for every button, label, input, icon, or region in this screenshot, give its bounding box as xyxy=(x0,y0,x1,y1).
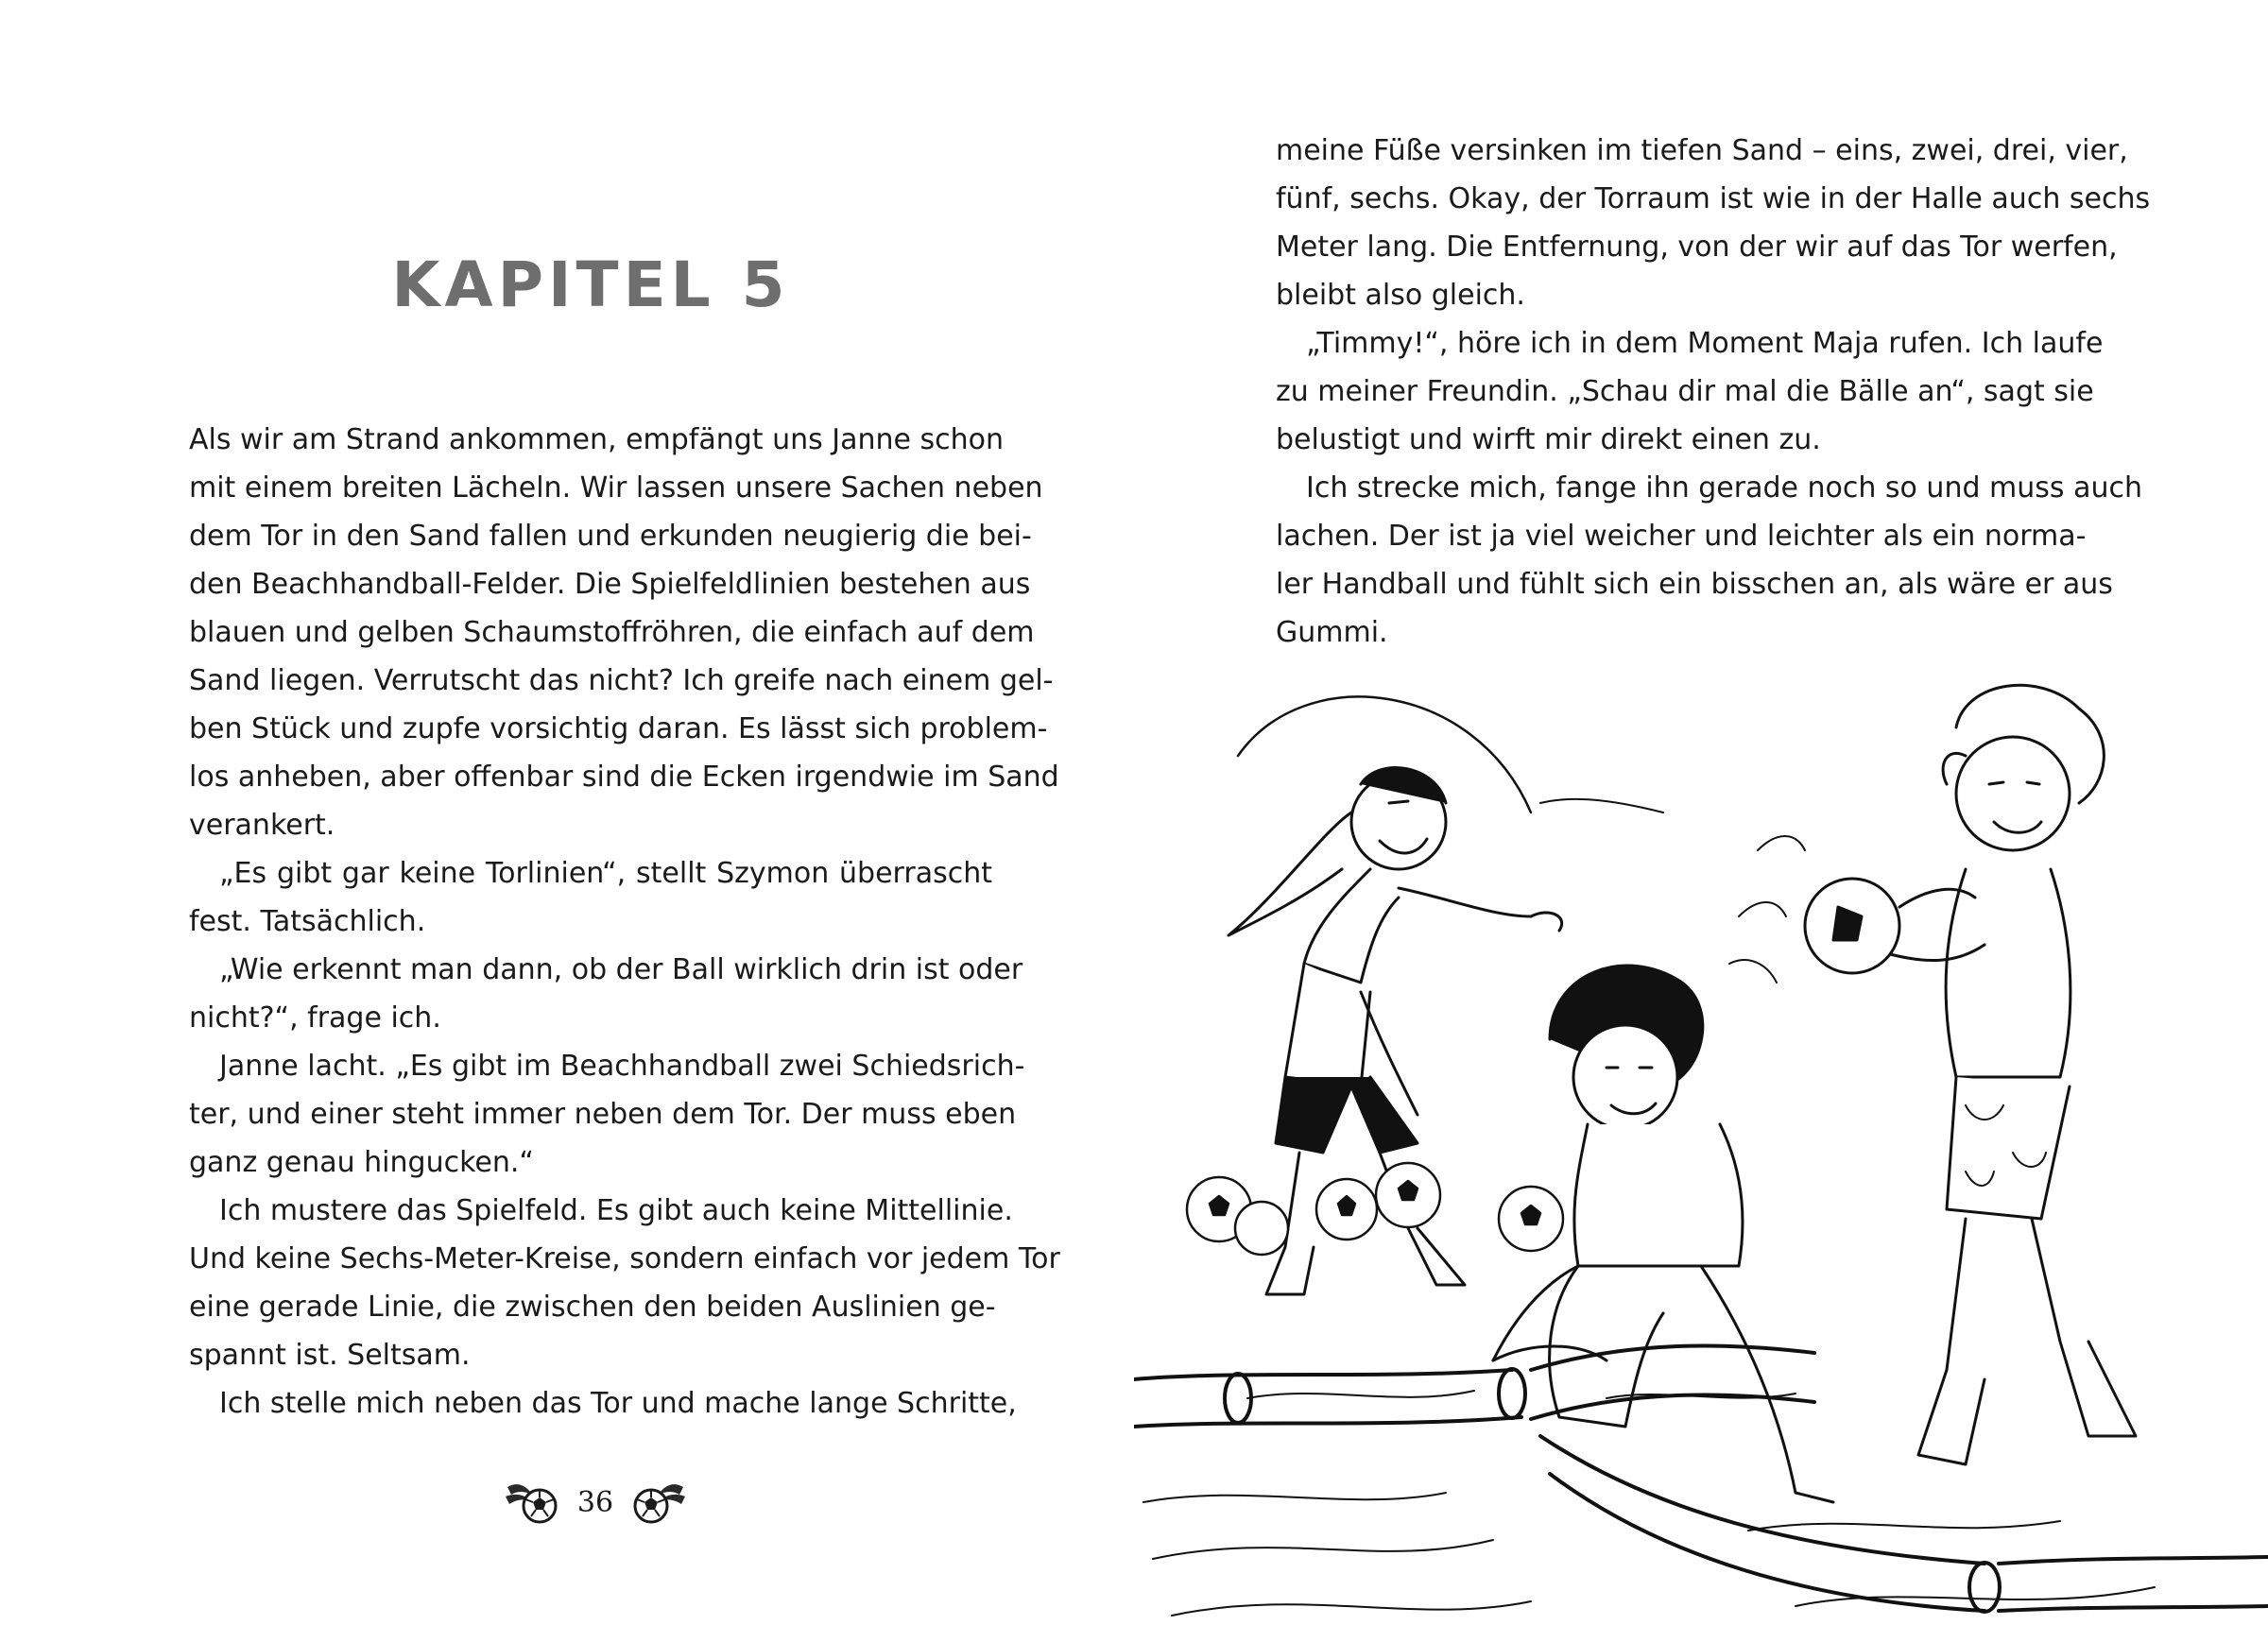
text-line: mit einem breiten Lächeln. Wir lassen unsere Sachen neben xyxy=(189,471,1043,505)
text-line: ler Handball und fühlt sich ein bisschen an, als wäre er aus xyxy=(1276,568,2113,601)
standing-boy-figure-icon xyxy=(1805,685,2136,1464)
text-line: fest. Tatsächlich. xyxy=(189,905,426,938)
text-line: ganz genau hingucken.“ xyxy=(189,1146,534,1179)
foam-tube-icon xyxy=(1134,1346,2268,1612)
text-line: verankert. xyxy=(189,809,335,842)
text-line: lachen. Der ist ja viel weicher und leichter als ein norma- xyxy=(1276,520,2087,553)
text-line: ben Stück und zupfe vorsichtig daran. Es lässt sich problem- xyxy=(189,712,1048,745)
text-line: Und keine Sechs-Meter-Kreise, sondern einfach vor jedem Tor xyxy=(189,1242,1060,1275)
text-line: dem Tor in den Sand fallen und erkunden neugierig die bei- xyxy=(189,520,1032,553)
text-line: den Beachhandball-Felder. Die Spielfeldlinien bestehen aus xyxy=(189,568,1031,601)
text-line: ter, und einer steht immer neben dem Tor. Der muss eben xyxy=(189,1098,1017,1131)
text-line: „Timmy!“, höre ich in dem Moment Maja rufen. Ich laufe xyxy=(1306,327,2104,360)
text-line: Ich mustere das Spielfeld. Es gibt auch keine Mittellinie. xyxy=(219,1194,1013,1227)
beach-handball-kids-illustration xyxy=(1134,680,2268,1642)
handball-with-wings-icon xyxy=(504,1478,564,1527)
text-line: belustigt und wirft mir direkt einen zu. xyxy=(1276,423,1821,456)
text-line: fünf, sechs. Okay, der Torraum ist wie in der Halle auch sechs xyxy=(1276,182,2151,215)
text-line: los anheben, aber offenbar sind die Ecken irgendwie im Sand xyxy=(189,761,1059,794)
right-page-text xyxy=(1276,127,2151,657)
text-line: zu meiner Freundin. „Schau dir mal die Bälle an“, sagt sie xyxy=(1276,375,2094,408)
text-line: Sand liegen. Verrutscht das nicht? Ich greife nach einem gel- xyxy=(189,664,1054,697)
text-line: meine Füße versinken im tiefen Sand – eins, zwei, drei, vier, xyxy=(1276,134,2128,167)
text-line: „Wie erkennt man dann, ob der Ball wirklich drin ist oder xyxy=(219,953,1023,986)
text-line: Gummi. xyxy=(1276,616,1388,649)
motion-lines-icon xyxy=(1729,836,1805,983)
left-page-text xyxy=(189,416,1060,1428)
text-line: bleibt also gleich. xyxy=(1276,279,1525,312)
text-line: eine gerade Linie, die zwischen den beiden Auslinien ge- xyxy=(189,1291,996,1324)
chapter-title: KAPITEL 5 xyxy=(391,248,790,321)
text-line: spannt ist. Seltsam. xyxy=(189,1339,471,1372)
text-line: Ich stelle mich neben das Tor und mache lange Schritte, xyxy=(219,1387,1017,1420)
text-line: „Es gibt gar keine Torlinien“, stellt Szymon überrascht xyxy=(219,857,992,890)
text-line: blauen und gelben Schaumstoffröhren, die einfach auf dem xyxy=(189,616,1035,649)
handball-with-wings-icon xyxy=(627,1478,687,1527)
page-folio xyxy=(501,1474,690,1531)
balls-on-sand-icon xyxy=(1187,1163,1563,1255)
page-number: 36 xyxy=(576,1485,614,1519)
text-line: Ich strecke mich, fange ihn gerade noch so und muss auch xyxy=(1306,471,2142,505)
text-line: Als wir am Strand ankommen, empfängt uns Janne schon xyxy=(189,423,1005,456)
beach-handball-illustration xyxy=(1134,680,2268,1642)
text-line: nicht?“, frage ich. xyxy=(189,1001,441,1035)
text-line: Meter lang. Die Entfernung, von der wir auf das Tor werfen, xyxy=(1276,231,2118,264)
right-page xyxy=(1134,0,2268,1642)
text-line: Janne lacht. „Es gibt im Beachhandball zwei Schiedsrich- xyxy=(219,1050,1025,1083)
